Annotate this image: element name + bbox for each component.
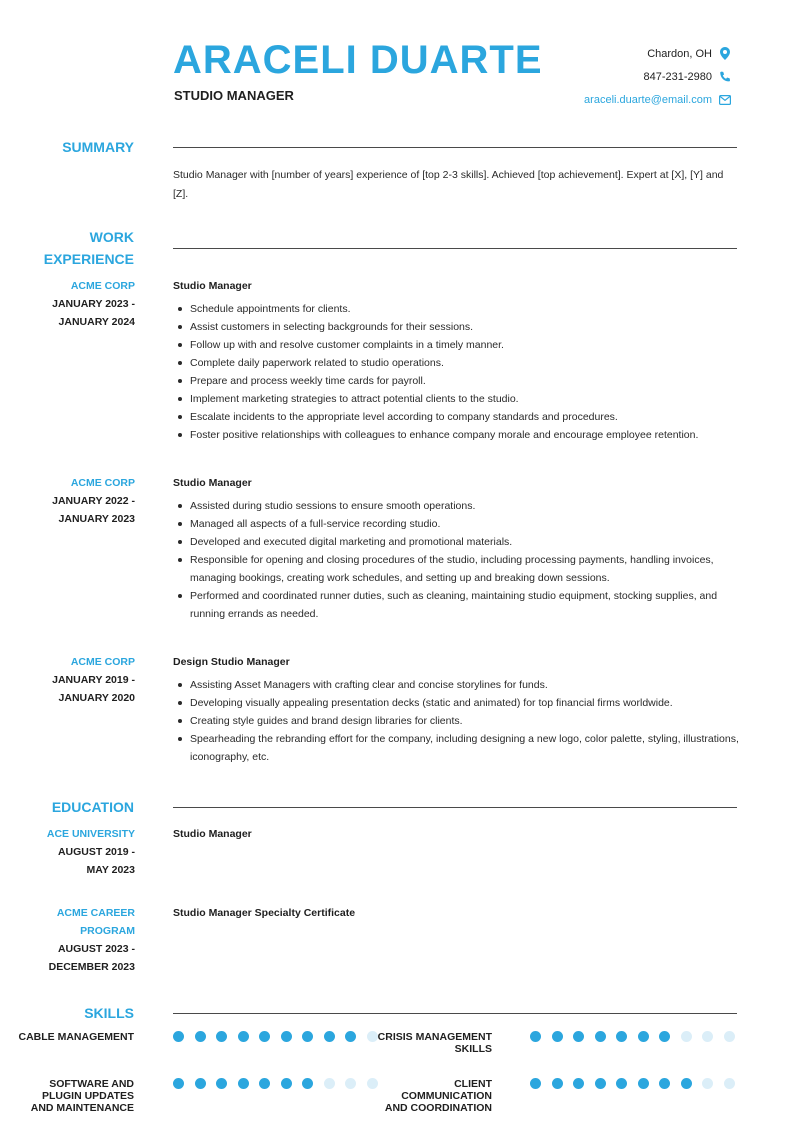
job-entry [173, 653, 739, 766]
list-item: Assist customers in selecting backgrounds for their sessions. [173, 318, 739, 336]
education-degree: Studio Manager [173, 828, 252, 840]
skill-label-line: SOFTWARE AND [49, 1078, 134, 1090]
rating-dot-empty [724, 1078, 735, 1089]
rating-dot-filled [681, 1078, 692, 1089]
rating-dot-filled [259, 1031, 270, 1042]
list-item: Follow up with and resolve customer complaints in a timely manner. [173, 336, 739, 354]
rating-dot-filled [616, 1078, 627, 1089]
list-item: Implement marketing strategies to attract potential clients to the studio. [173, 390, 739, 408]
rating-dot-empty [324, 1078, 335, 1089]
experience-heading-line1: WORK [89, 229, 134, 245]
list-item: Escalate incidents to the appropriate level according to company standards and procedures. [173, 408, 739, 426]
education-date-start: AUGUST 2019 - [57, 846, 135, 858]
skill-label [340, 1078, 492, 1114]
skill-label-line: CLIENT [454, 1078, 492, 1090]
job-date-end: JANUARY 2023 [58, 513, 135, 525]
job-meta [0, 653, 135, 707]
rating-dot-filled [173, 1031, 184, 1042]
skill-label-line: CRISIS MANAGEMENT [377, 1031, 492, 1043]
candidate-name: ARACELI DUARTE [173, 38, 543, 82]
education-org: ACE UNIVERSITY [46, 828, 135, 840]
job-date-start: JANUARY 2019 - [52, 674, 135, 686]
education-meta [0, 904, 135, 976]
job-date-end: JANUARY 2020 [58, 692, 135, 704]
list-item: Creating style guides and brand design libraries for clients. [173, 712, 739, 730]
phone-text: 847-231-2980 [643, 70, 712, 83]
rating-dot-filled [195, 1031, 206, 1042]
rating-dot-filled [659, 1078, 670, 1089]
education-date-end: MAY 2023 [86, 864, 135, 876]
skill-label-line: AND MAINTENANCE [30, 1102, 134, 1114]
list-item: Performed and coordinated runner duties, such as cleaning, maintaining studio equipment, stocking supplies, and running errands as needed. [173, 587, 739, 623]
email-link[interactable]: araceli.duarte@email.com [584, 93, 712, 106]
rating-dot-empty [681, 1031, 692, 1042]
rating-dot-filled [595, 1031, 606, 1042]
list-item: Foster positive relationships with colleagues to enhance company morale and encourage employee retention. [173, 426, 739, 444]
education-entry [173, 825, 739, 848]
job-meta [0, 277, 135, 331]
rating-dot-filled [302, 1031, 313, 1042]
job-role: Studio Manager [173, 477, 252, 489]
skill-label [340, 1031, 492, 1055]
rating-dot-empty [724, 1031, 735, 1042]
rating-dot-filled [616, 1031, 627, 1042]
list-item: Assisting Asset Managers with crafting clear and concise storylines for funds. [173, 676, 739, 694]
job-entry [173, 277, 739, 444]
summary-text: Studio Manager with [number of years] experience of [top 2-3 skills]. Achieved [top achievement]. Expert at [X], [Y] and [Z]. [173, 169, 724, 200]
education-divider [173, 807, 737, 808]
job-org: ACME CORP [70, 477, 135, 489]
education-date-start: AUGUST 2023 - [57, 943, 135, 955]
list-item: Responsible for opening and closing procedures of the studio, including processing payments, handling invoices, managing bookings, creating work schedules, and setting up and breaking down sessions. [173, 551, 739, 587]
job-date-start: JANUARY 2023 - [52, 298, 135, 310]
experience-heading [0, 226, 134, 270]
rating-dot-filled [552, 1078, 563, 1089]
rating-dot-filled [638, 1078, 649, 1089]
rating-dot-filled [552, 1031, 563, 1042]
job-bullets [173, 497, 739, 623]
list-item: Assisted during studio sessions to ensure smooth operations. [173, 497, 739, 515]
job-bullets [173, 676, 739, 766]
education-meta [0, 825, 135, 879]
education-org: ACME CAREER [56, 907, 135, 919]
education-degree: Studio Manager Specialty Certificate [173, 907, 356, 919]
rating-dot-filled [216, 1031, 227, 1042]
job-role: Studio Manager [173, 280, 252, 292]
list-item: Managed all aspects of a full-service recording studio. [173, 515, 739, 533]
job-date-start: JANUARY 2022 - [52, 495, 135, 507]
skill-rating [530, 1078, 745, 1089]
experience-divider [173, 248, 737, 249]
skill-label-line: PLUGIN UPDATES [42, 1090, 134, 1102]
rating-dot-empty [702, 1031, 713, 1042]
education-date-end: DECEMBER 2023 [48, 961, 135, 973]
rating-dot-filled [281, 1078, 292, 1089]
contact-phone [584, 65, 732, 88]
rating-dot-filled [324, 1031, 335, 1042]
rating-dot-filled [595, 1078, 606, 1089]
summary-divider [173, 147, 737, 148]
job-org: ACME CORP [70, 656, 135, 668]
rating-dot-filled [638, 1031, 649, 1042]
list-item: Developed and executed digital marketing and promotional materials. [173, 533, 739, 551]
rating-dot-empty [702, 1078, 713, 1089]
list-item: Developing visually appealing presentation decks (static and animated) for top financial firms worldwide. [173, 694, 739, 712]
candidate-title: STUDIO MANAGER [174, 88, 294, 103]
skill-label-line: AND COORDINATION [384, 1102, 492, 1114]
rating-dot-filled [281, 1031, 292, 1042]
skills-divider [173, 1013, 737, 1014]
job-meta [0, 474, 135, 528]
job-role: Design Studio Manager [173, 656, 290, 668]
rating-dot-filled [573, 1078, 584, 1089]
rating-dot-filled [259, 1078, 270, 1089]
education-entry [173, 904, 739, 927]
rating-dot-filled [216, 1078, 227, 1089]
list-item: Spearheading the rebranding effort for the company, including designing a new logo, color palette, styling, illustrations, iconography, etc. [173, 730, 739, 766]
skill-rating [530, 1031, 745, 1042]
rating-dot-filled [173, 1078, 184, 1089]
education-heading: EDUCATION [51, 799, 134, 815]
list-item: Prepare and process weekly time cards for payroll. [173, 372, 739, 390]
rating-dot-filled [238, 1078, 249, 1089]
skill-label [0, 1078, 134, 1114]
experience-heading-line2: EXPERIENCE [43, 251, 134, 267]
skills-heading: SKILLS [84, 1005, 134, 1021]
rating-dot-filled [530, 1031, 541, 1042]
location-pin-icon [718, 47, 732, 61]
list-item: Complete daily paperwork related to studio operations. [173, 354, 739, 372]
rating-dot-filled [238, 1031, 249, 1042]
skill-label-line: CABLE MANAGEMENT [18, 1031, 134, 1043]
rating-dot-filled [302, 1078, 313, 1089]
rating-dot-filled [195, 1078, 206, 1089]
contact-block [584, 42, 732, 111]
phone-icon [718, 70, 732, 84]
job-entry [173, 474, 739, 623]
education-org-line2: PROGRAM [80, 925, 135, 937]
skill-label-line: COMMUNICATION [401, 1090, 492, 1102]
list-item: Schedule appointments for clients. [173, 300, 739, 318]
contact-location [584, 42, 732, 65]
envelope-icon [718, 93, 732, 107]
rating-dot-filled [530, 1078, 541, 1089]
job-org: ACME CORP [70, 280, 135, 292]
job-date-end: JANUARY 2024 [58, 316, 135, 328]
skill-label-line: SKILLS [454, 1043, 492, 1055]
contact-email[interactable] [584, 88, 732, 111]
summary-heading: SUMMARY [62, 139, 134, 155]
rating-dot-filled [573, 1031, 584, 1042]
location-text: Chardon, OH [647, 47, 712, 60]
job-bullets [173, 300, 739, 444]
skill-label [0, 1031, 134, 1043]
rating-dot-filled [659, 1031, 670, 1042]
